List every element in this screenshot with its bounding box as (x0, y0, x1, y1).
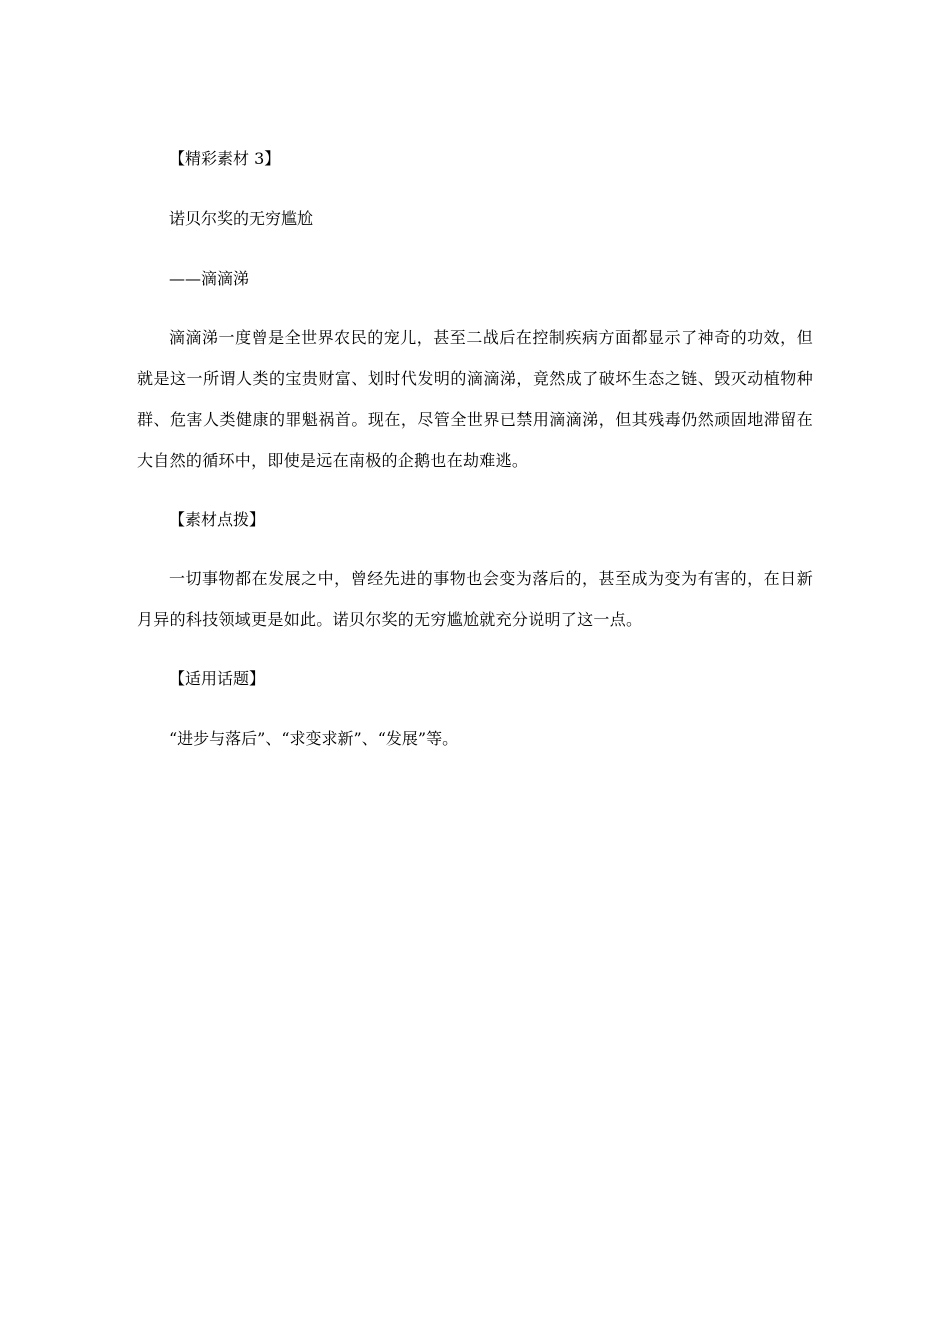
commentary-heading: 【素材点拨】 (169, 510, 266, 529)
commentary-paragraph: 一切事物都在发展之中，曾经先进的事物也会变为落后的，甚至成为变为有害的，在日新月异的科技领域更是如此。诺贝尔奖的无穷尴尬就充分说明了这一点。 (137, 569, 813, 629)
story-paragraph: 滴滴涕一度曾是全世界农民的宠儿，甚至二战后在控制疾病方面都显示了神奇的功效，但就是这一所谓人类的宝贵财富、划时代发明的滴滴涕，竟然成了破坏生态之链、毁灭动植物种群、危害人类健康的罪魁祸首。现在，尽管全世界已禁用滴滴涕，但其残毒仍然顽固地滞留在大自然的循环中，即使是远在南极的企鹅也在劫难逃。 (137, 328, 813, 470)
story-section (137, 317, 813, 481)
material-heading: 【精彩素材 3】 (169, 149, 281, 168)
document-content (137, 148, 813, 750)
commentary-section (137, 558, 813, 640)
article-title: 诺贝尔奖的无穷尴尬 (169, 209, 314, 228)
topics-heading: 【适用话题】 (169, 669, 266, 688)
article-subtitle: ——滴滴涕 (169, 269, 250, 288)
topics-text: “进步与落后”、“求变求新”、“发展”等。 (169, 729, 459, 748)
